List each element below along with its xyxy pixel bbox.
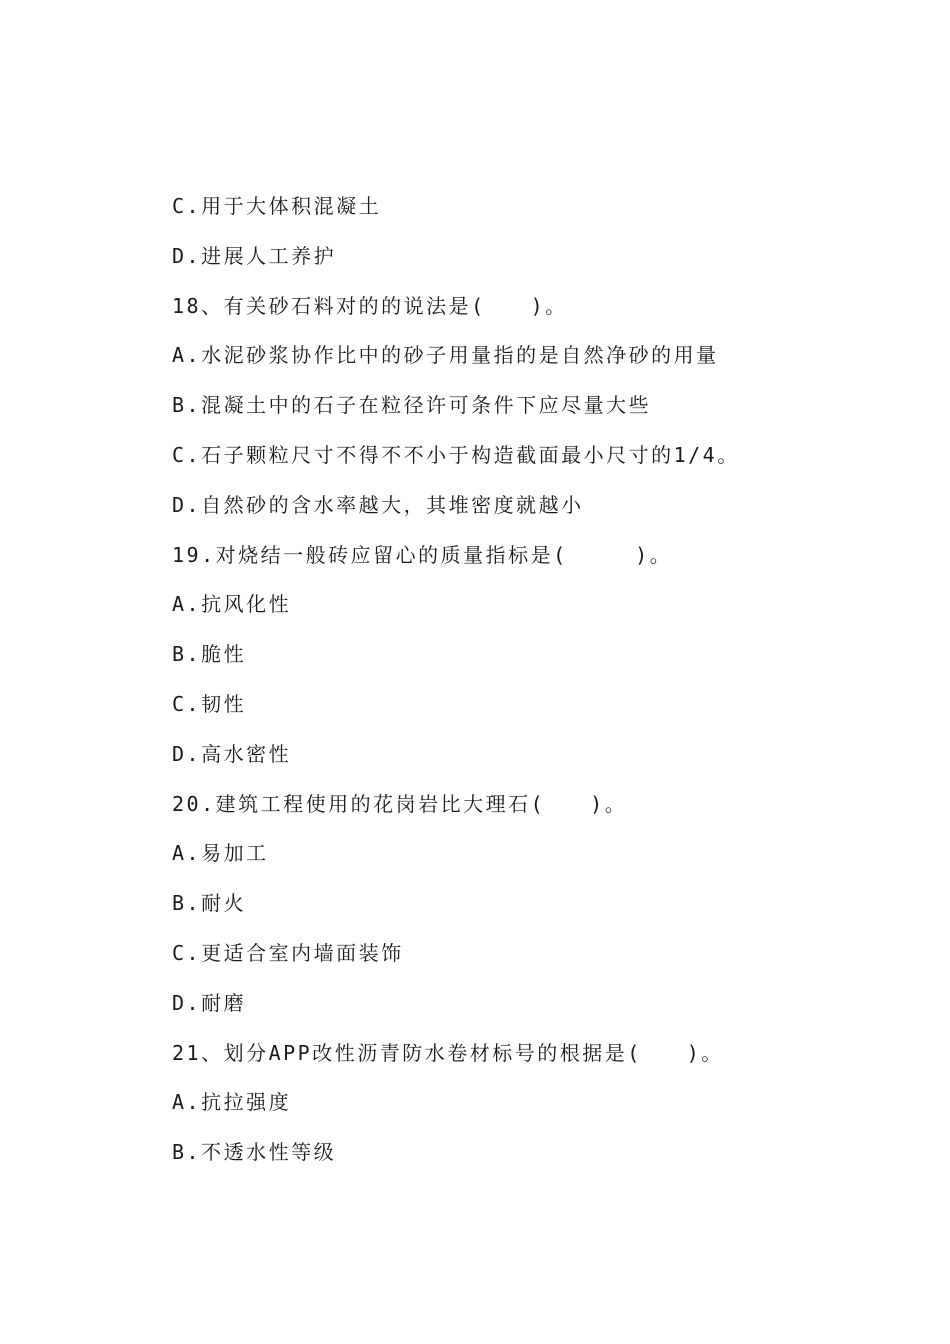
option-17-c: C.用于大体积混凝土 <box>172 194 382 218</box>
option-19-b: B.脆性 <box>172 642 247 667</box>
option-21-b: B.不透水性等级 <box>172 1140 337 1165</box>
option-20-c: C.更适合室内墙面装饰 <box>172 940 404 965</box>
option-18-a: A.水泥砂浆协作比中的砂子用量指的是自然净砂的用量 <box>172 343 719 368</box>
option-21-a: A.抗拉强度 <box>172 1090 292 1115</box>
question-18: 18、有关砂石料对的的说法是( )。 <box>172 293 568 318</box>
option-19-a: A.抗风化性 <box>172 592 292 617</box>
option-20-a: A.易加工 <box>172 841 269 866</box>
option-18-c: C.石子颗粒尺寸不得不不小于构造截面最小尺寸的1/4。 <box>172 442 740 467</box>
option-19-c: C.韧性 <box>172 691 247 716</box>
option-17-d: D.进展人工养护 <box>172 243 337 268</box>
option-20-d: D.耐磨 <box>172 990 247 1015</box>
option-20-b: B.耐火 <box>172 891 247 916</box>
option-18-d: D.自然砂的含水率越大，其堆密度就越小 <box>172 492 584 517</box>
question-20: 20.建筑工程使用的花岗岩比大理石( )。 <box>172 791 628 816</box>
question-21: 21、划分APP改性沥青防水卷材标号的根据是( )。 <box>172 1040 724 1065</box>
option-19-d: D.高水密性 <box>172 741 292 766</box>
option-18-b: B.混凝土中的石子在粒径许可条件下应尽量大些 <box>172 393 652 418</box>
question-text-block <box>172 188 892 1184</box>
question-19: 19.对烧结一般砖应留心的质量指标是( )。 <box>172 542 673 567</box>
